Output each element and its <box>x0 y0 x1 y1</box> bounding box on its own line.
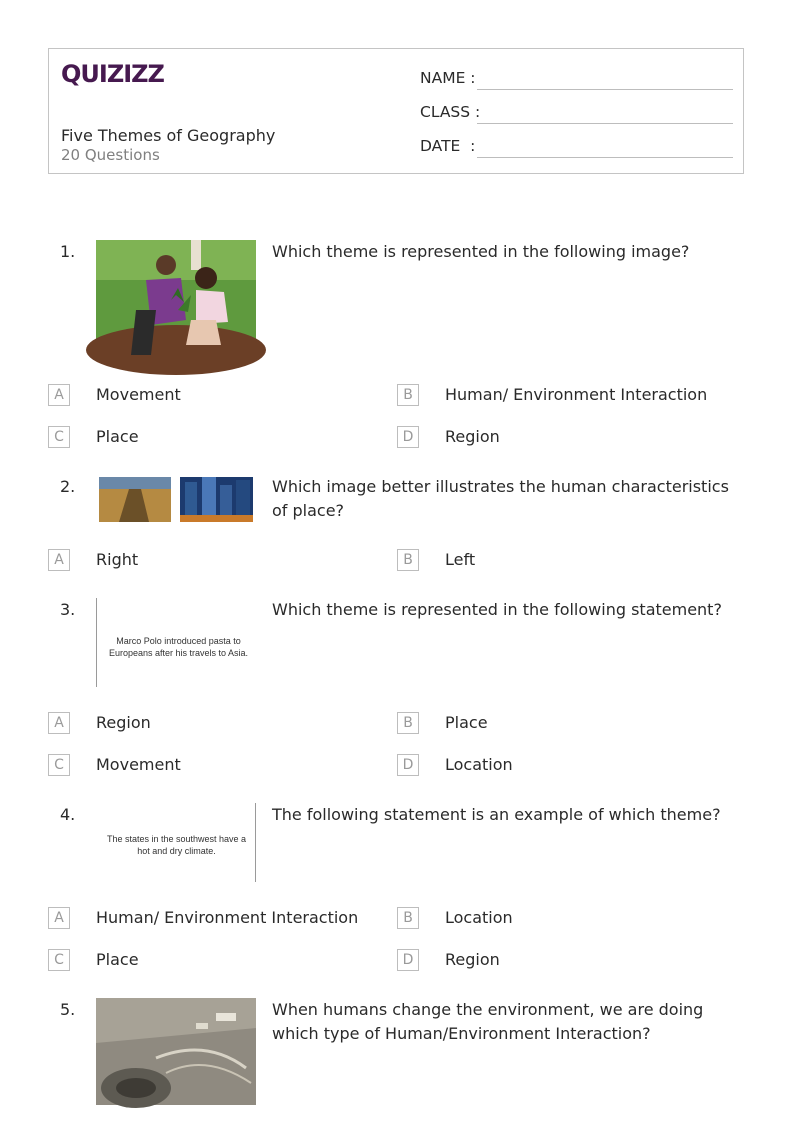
option-text[interactable]: Location <box>445 908 513 927</box>
question-text: Which theme is represented in the following image? <box>272 242 690 261</box>
field-photo <box>99 477 171 522</box>
option-text[interactable]: Place <box>445 713 488 732</box>
question-number: 5. <box>60 1000 76 1019</box>
option-letter[interactable]: D <box>397 426 419 448</box>
option-letter[interactable]: C <box>48 426 70 448</box>
option-letter[interactable]: A <box>48 384 70 406</box>
question-text: The following statement is an example of which theme? <box>272 805 721 824</box>
option-text[interactable]: Movement <box>96 385 181 404</box>
question-number: 2. <box>60 477 76 496</box>
option-letter[interactable]: B <box>397 549 419 571</box>
option-letter[interactable]: D <box>397 754 419 776</box>
option-text[interactable]: Human/ Environment Interaction <box>445 385 708 404</box>
svg-text:QUIZIZZ: QUIZIZZ <box>61 60 164 88</box>
image-border <box>96 598 97 687</box>
option-text[interactable]: Location <box>445 755 513 774</box>
planting-photo <box>96 240 256 359</box>
worksheet-header <box>48 48 744 174</box>
question-number: 4. <box>60 805 76 824</box>
option-letter[interactable]: B <box>397 907 419 929</box>
date-label: DATE : <box>420 137 476 155</box>
option-text[interactable]: Region <box>445 950 500 969</box>
image-border <box>255 803 256 882</box>
option-letter[interactable]: A <box>48 907 70 929</box>
name-label: NAME : <box>420 69 476 87</box>
statement-image-text: The states in the southwest have a hot and dry climate. <box>106 834 247 856</box>
option-text[interactable]: Region <box>96 713 151 732</box>
name-field[interactable] <box>477 89 733 90</box>
mine-photo <box>96 998 256 1105</box>
option-letter[interactable]: A <box>48 549 70 571</box>
question-count: 20 Questions <box>61 146 160 164</box>
option-text[interactable]: Region <box>445 427 500 446</box>
option-text[interactable]: Place <box>96 950 139 969</box>
option-letter[interactable]: C <box>48 949 70 971</box>
question-text: Which image better illustrates the human characteristics of place? <box>272 477 729 520</box>
option-letter[interactable]: D <box>397 949 419 971</box>
date-field[interactable] <box>477 157 733 158</box>
question-text: Which theme is represented in the following statement? <box>272 600 722 619</box>
option-text[interactable]: Right <box>96 550 139 569</box>
option-letter[interactable]: B <box>397 712 419 734</box>
class-label: CLASS : <box>420 103 481 121</box>
option-letter[interactable]: B <box>397 384 419 406</box>
option-text[interactable]: Human/ Environment Interaction <box>96 908 359 927</box>
option-letter[interactable]: C <box>48 754 70 776</box>
statement-image-text: Marco Polo introduced pasta to Europeans after his travels to Asia. <box>108 636 249 658</box>
quizizz-logo <box>61 59 164 93</box>
question-text: When humans change the environment, we are doing which type of Human/Environment Interaction? <box>272 1000 704 1043</box>
option-text[interactable]: Place <box>96 427 139 446</box>
option-text[interactable]: Left <box>445 550 476 569</box>
worksheet-title: Five Themes of Geography <box>61 126 276 145</box>
class-field[interactable] <box>477 123 733 124</box>
question-number: 3. <box>60 600 76 619</box>
question-number: 1. <box>60 242 76 261</box>
option-letter[interactable]: A <box>48 712 70 734</box>
option-text[interactable]: Movement <box>96 755 181 774</box>
city-photo <box>180 477 253 522</box>
